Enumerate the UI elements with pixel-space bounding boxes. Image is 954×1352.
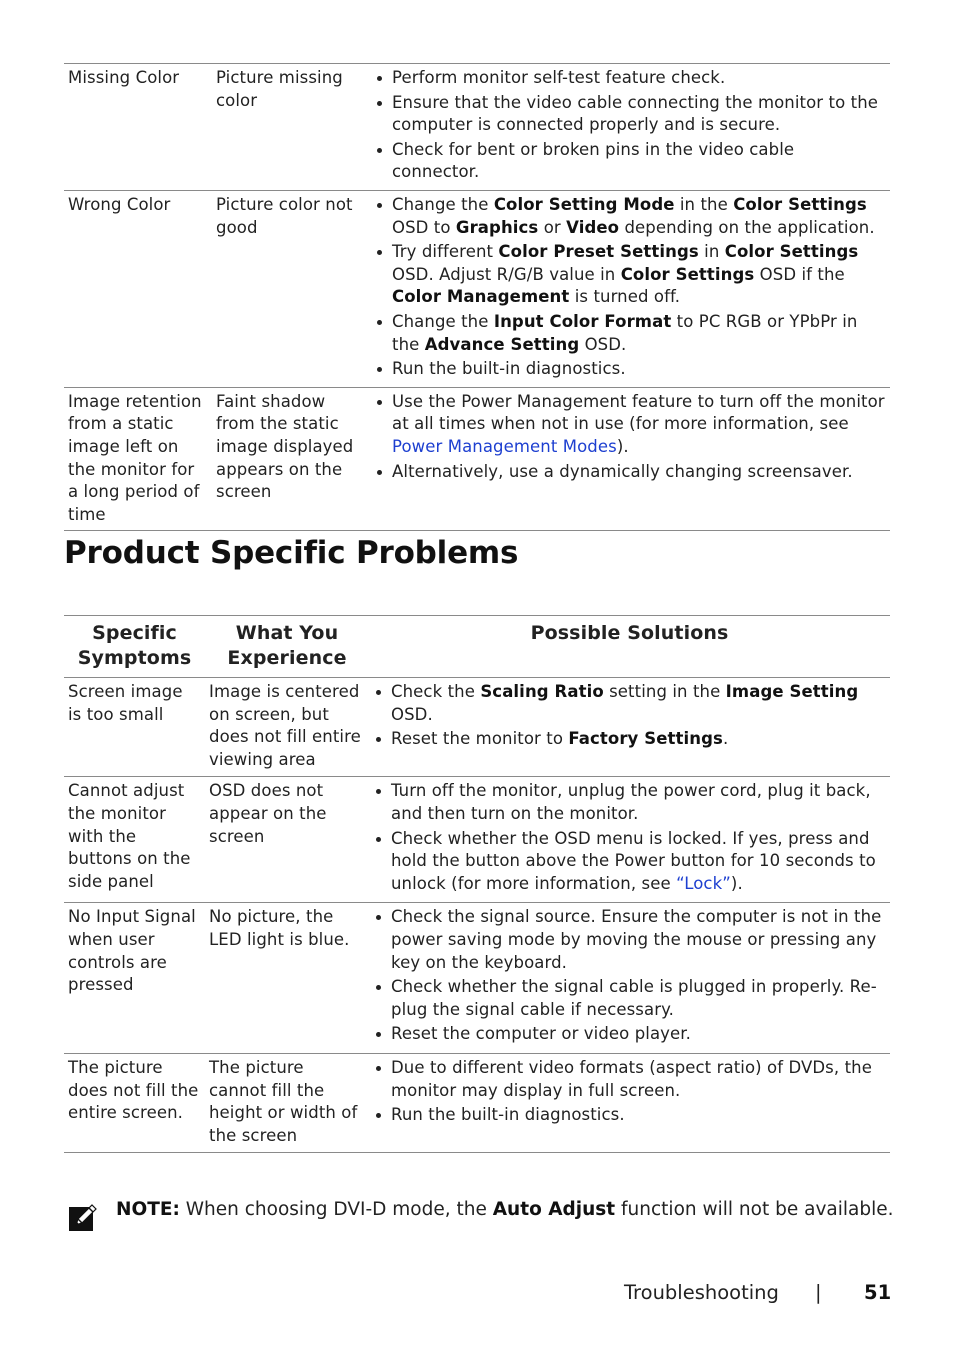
solution-text: in — [698, 242, 725, 262]
table-row — [64, 903, 890, 1054]
solution-text: Check the signal source. Ensure the computer is not in the power saving mode by moving the mouse or pressing any key on the keyboard. — [391, 907, 882, 972]
bold-term: Scaling Ratio — [480, 682, 604, 701]
experience-cell: Picture color not good — [212, 190, 370, 387]
solution-item — [373, 780, 886, 825]
solution-text: Alternatively, use a dynamically changing screensaver. — [392, 461, 853, 481]
experience-cell: OSD does not appear on the screen — [205, 777, 369, 903]
solution-text: OSD to — [392, 217, 456, 237]
table-row — [64, 64, 890, 191]
solution-text: Check whether the signal cable is plugged in properly. Re-plug the signal cable if necessary. — [391, 977, 877, 1019]
symptom-cell: No Input Signal when user controls are pressed — [64, 903, 205, 1054]
solution-item — [374, 311, 886, 356]
table-row — [64, 1053, 890, 1152]
solution-text: OSD. — [391, 704, 433, 724]
troubleshooting-table — [64, 63, 890, 531]
solution-text: Turn off the monitor, unplug the power cord, plug it back, and then turn on the monitor. — [391, 781, 871, 823]
cross-reference-link[interactable]: “Lock” — [676, 873, 731, 893]
solution-text: Perform monitor self-test feature check. — [392, 68, 726, 87]
table-row — [64, 777, 890, 903]
solution-item — [374, 194, 886, 239]
solution-text: setting in the — [603, 682, 726, 701]
header-solutions: Possible Solutions — [369, 616, 890, 678]
solution-text: Check for bent or broken pins in the video cable connector. — [392, 139, 795, 182]
solution-text: OSD if the — [754, 264, 845, 284]
solutions-cell — [369, 903, 890, 1054]
note-bold: Auto Adjust — [492, 1199, 616, 1220]
solution-item — [373, 728, 886, 751]
bold-term: Input Color Format — [493, 311, 672, 331]
solutions-list — [374, 67, 886, 184]
solution-item — [373, 976, 886, 1021]
solution-item — [374, 139, 886, 184]
solution-text: OSD. — [579, 334, 627, 354]
solutions-list — [373, 1057, 886, 1127]
experience-cell: The picture cannot fill the height or width of the screen — [205, 1053, 369, 1152]
solution-text: to PC RGB or YPbPr in the — [392, 311, 858, 354]
solution-item — [373, 1023, 886, 1046]
solution-item — [374, 461, 886, 484]
solution-text: Try different — [392, 242, 499, 262]
solution-item — [374, 358, 886, 381]
bold-term: Image Setting — [725, 682, 859, 701]
note-text-before: When choosing DVI-D mode, the — [179, 1199, 493, 1220]
solution-text: Check the — [391, 682, 481, 701]
table-row — [64, 387, 890, 531]
solutions-cell — [370, 64, 890, 191]
bold-term: Factory Settings — [568, 729, 723, 749]
solution-text: Run the built-in diagnostics. — [392, 359, 626, 379]
solution-text: ). — [616, 436, 629, 456]
symptom-cell: Image retention from a static image left on the monitor for a long period of time — [64, 387, 212, 531]
solutions-cell — [369, 1053, 890, 1152]
symptom-cell: Screen image is too small — [64, 678, 205, 777]
experience-cell: No picture, the LED light is blue. — [205, 903, 369, 1054]
page-number: 51 — [864, 1281, 892, 1304]
solution-item — [374, 92, 886, 137]
solution-item — [373, 681, 886, 726]
solution-text: Reset the computer or video player. — [391, 1024, 692, 1044]
bold-term: Color Settings — [620, 264, 755, 284]
solution-text: Change the — [392, 311, 494, 331]
solutions-cell — [369, 777, 890, 903]
bold-term: Advance Setting — [424, 334, 580, 354]
solution-text: or — [538, 217, 567, 237]
solutions-cell — [370, 190, 890, 387]
solution-text: Due to different video formats (aspect ratio) of DVDs, the monitor may display in full screen. — [391, 1057, 872, 1100]
header-row — [64, 616, 890, 678]
solution-item — [373, 1057, 886, 1102]
solution-text: Ensure that the video cable connecting the monitor to the computer is connected properly and is secure. — [392, 92, 879, 135]
symptom-cell: Cannot adjust the monitor with the buttons on the side panel — [64, 777, 205, 903]
solution-item — [373, 828, 886, 896]
solutions-list — [374, 194, 886, 381]
solutions-list — [374, 391, 886, 483]
bold-term: Graphics — [455, 217, 539, 237]
solution-text: Run the built-in diagnostics. — [391, 1105, 625, 1125]
experience-cell: Picture missing color — [212, 64, 370, 191]
solution-item — [373, 1104, 886, 1127]
solutions-list — [373, 906, 886, 1046]
solution-text: depending on the application. — [619, 217, 875, 237]
solutions-cell — [369, 678, 890, 777]
bold-term: Color Settings — [724, 242, 859, 262]
solution-item — [373, 906, 886, 974]
header-symptoms: Specific Symptoms — [64, 616, 205, 678]
bold-term: Color Setting Mode — [493, 194, 675, 214]
solution-text: . — [722, 729, 729, 749]
solution-item — [374, 67, 886, 90]
symptom-cell: Missing Color — [64, 64, 212, 191]
solution-text: is turned off. — [569, 287, 681, 307]
solution-text: Check whether the OSD menu is locked. If yes, press and hold the button above the Power button for 10 seconds to unlock (for more information, see — [391, 828, 876, 893]
cross-reference-link[interactable]: Power Management Modes — [392, 436, 617, 456]
bold-term: Color Settings — [733, 194, 867, 214]
experience-cell: Faint shadow from the static image displayed appears on the screen — [212, 387, 370, 531]
product-problems-table — [64, 615, 890, 1153]
pencil-note-icon — [68, 1203, 98, 1233]
solution-text: ). — [730, 873, 743, 893]
header-experience: What You Experience — [205, 616, 369, 678]
solution-text: Reset the monitor to — [391, 729, 569, 749]
solution-text: OSD. Adjust R/G/B value in — [392, 264, 621, 284]
solutions-cell — [370, 387, 890, 531]
note-label: NOTE: — [116, 1199, 180, 1220]
note-text-after: function will not be available. — [615, 1199, 894, 1220]
section-title: Product Specific Problems — [64, 535, 519, 571]
bold-term: Video — [566, 217, 620, 237]
solution-text: in the — [674, 194, 734, 214]
solution-item — [374, 241, 886, 309]
solution-item — [374, 391, 886, 459]
bold-term: Color Management — [392, 287, 570, 307]
symptom-cell: The picture does not fill the entire screen. — [64, 1053, 205, 1152]
footer-separator: | — [815, 1281, 822, 1304]
table-row — [64, 190, 890, 387]
footer-section: Troubleshooting — [624, 1281, 779, 1304]
solutions-list — [373, 681, 886, 751]
solution-text: Use the Power Management feature to turn off the monitor at all times when not in use (for more information, see — [392, 391, 885, 434]
bold-term: Color Preset Settings — [498, 242, 699, 262]
experience-cell: Image is centered on screen, but does not fill entire viewing area — [205, 678, 369, 777]
solutions-list — [373, 780, 886, 895]
solution-text: Change the — [392, 194, 494, 214]
note-text — [116, 1196, 894, 1224]
table-row — [64, 678, 890, 777]
symptom-cell: Wrong Color — [64, 190, 212, 387]
